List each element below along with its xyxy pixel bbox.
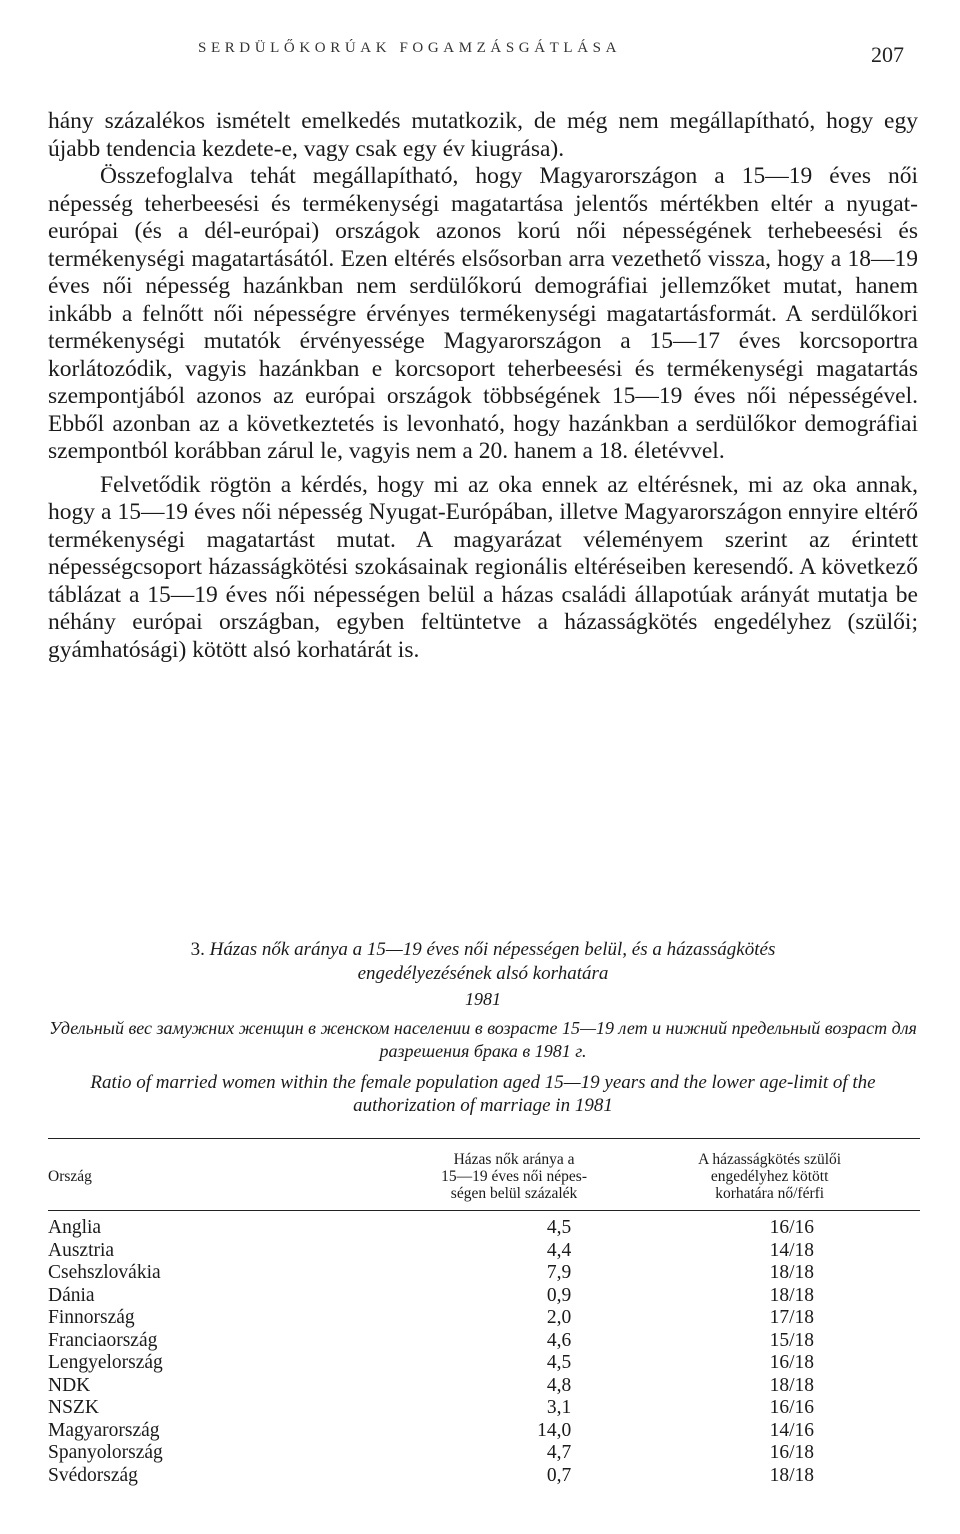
cell-country: Ausztria: [48, 1239, 115, 1261]
cell-age-limit: 14/18: [769, 1239, 814, 1261]
table-row: [48, 1240, 920, 1263]
table-row: [48, 1285, 920, 1308]
cell-country: NDK: [48, 1374, 91, 1396]
cell-age-limit: 16/16: [769, 1397, 814, 1418]
caption-hungarian: [48, 938, 918, 986]
paragraph: Összefoglalva tehát megállapítható, hogy Magyarországon a 15—19 éves női népesség teherbeesési és termékenységi magatartása jelentős mértékben eltér a nyugat-európai (és a dél-európai) országok azonos korú női népességének terhebeesési és termékenységi magatartásától. Ezen eltérés elsősorban arra vezethető vissza, hogy a 18—19 éves női népesség hazánkban nem serdülőkorú demográfiai jellemzőket mutat, hanem inkább a felnőtt női népességre érvényes termékenységi magatartásformát. A serdülőkori termékenységi mutatók érvényessége Magyarországon a 15—17 éves korcsoportra korlátozódik, vagyis hazánkban e korcsoport teherbeesési és termékenységi magatartás szempontjából azonos az európai országok többségének 15—19 éves női népességével. Ebből azonban az a következtetés is levonható, hogy hazánkban a serdülőkor demográfiai szempontból korábban zárul le, vagyis nem a 20. hanem a 18. életévvel.: [48, 163, 918, 464]
cell-ratio: 4,4: [546, 1239, 572, 1261]
cell-age-limit: 18/18: [769, 1284, 814, 1306]
table-header-row: [48, 1139, 920, 1211]
cell-ratio: 7,9: [546, 1262, 572, 1283]
column-header-age-line1: A házasságkötés szülői: [698, 1151, 842, 1168]
table-row: [48, 1211, 920, 1240]
cell-country: Spanyolország: [48, 1442, 163, 1463]
table-row: [48, 1352, 920, 1375]
column-header-age-limit: [619, 1139, 920, 1211]
table-row: [48, 1465, 920, 1488]
cell-country: Lengyelország: [48, 1352, 163, 1373]
column-header-ratio: [409, 1139, 619, 1211]
cell-age-limit: 16/16: [769, 1217, 814, 1238]
column-header-ratio-line2: 15—19 éves női népes-: [441, 1168, 588, 1185]
body-text: [48, 108, 918, 664]
table-row: [48, 1307, 920, 1330]
cell-country: Csehszlovákia: [48, 1262, 161, 1283]
column-header-age-line3: korhatára nő/férfi: [715, 1185, 825, 1202]
table-row: [48, 1442, 920, 1465]
running-title: SERDÜLŐKORÚAK FOGAMZÁSGÁTLÁSA: [198, 40, 621, 56]
paragraph: Felvetődik rögtön a kérdés, hogy mi az oka ennek az eltérésnek, mi az oka annak, hogy a 15—19 éves női népesség Nyugat-Európában, illetve Magyarországon ennyire eltérő termékenységi magatartást mutat. A magyarázat véleményem szerint az érintett népességcsoport házasságkötési szokásainak regionális eltéréseiben keresendő. A következő táblázat a 15—19 éves női népességen belül a házas családi állapotúak arányát mutatja be néhány európai országban, egyben feltüntetve a házasságkötés engedélyhez (szülői; gyámhatósági) kötött alsó korhatárát is.: [48, 471, 918, 663]
cell-age-limit: 16/18: [769, 1352, 814, 1373]
cell-ratio: 0,9: [546, 1284, 572, 1306]
column-header-country: Ország: [48, 1139, 409, 1211]
cell-ratio: 4,7: [546, 1442, 572, 1463]
cell-country: Dánia: [48, 1284, 95, 1306]
table-row: [48, 1375, 920, 1398]
column-header-ratio-line3: ségen belül százalék: [450, 1185, 578, 1202]
data-table: [48, 1138, 920, 1487]
table-number: 3.: [190, 939, 205, 960]
cell-country: Svédország: [48, 1464, 138, 1486]
table-row: [48, 1420, 920, 1443]
cell-country: Magyarország: [48, 1419, 160, 1441]
table-row: [48, 1330, 920, 1353]
table-row: [48, 1262, 920, 1285]
cell-ratio: 4,8: [546, 1374, 572, 1396]
column-header-age-line2: engedélyhez kötött: [710, 1168, 829, 1185]
page-header: [0, 36, 960, 76]
cell-age-limit: 18/18: [769, 1262, 814, 1283]
cell-country: Franciaország: [48, 1329, 158, 1351]
caption-year: 1981: [465, 989, 501, 1009]
caption-hungarian-line2: engedélyezésének alsó korhatára: [357, 963, 609, 984]
cell-country: NSZK: [48, 1397, 99, 1418]
paragraph: hány százalékos ismételt emelkedés mutatkozik, de még nem megállapítható, hogy egy újabb tendencia kezdete-e, vagy csak egy év kiugrása).: [48, 108, 918, 162]
table-caption: [48, 938, 918, 1117]
cell-country: Anglia: [48, 1217, 102, 1238]
cell-age-limit: 18/18: [769, 1464, 814, 1486]
caption-russian: Удельный вес замужних женщин в женском населении в возрасте 15—19 лет и нижний предельный возраст для разрешения брака в 1981 г.: [49, 1018, 917, 1061]
cell-ratio: 14,0: [537, 1419, 572, 1441]
cell-ratio: 4,5: [546, 1217, 572, 1238]
cell-age-limit: 17/18: [769, 1307, 814, 1328]
cell-age-limit: 18/18: [769, 1374, 814, 1396]
column-header-ratio-line1: Házas nők aránya a: [453, 1151, 575, 1168]
table-row: [48, 1397, 920, 1420]
cell-age-limit: 14/16: [769, 1419, 814, 1441]
cell-ratio: 2,0: [546, 1307, 572, 1328]
cell-ratio: 4,6: [546, 1329, 572, 1351]
caption-english: Ratio of married women within the female population aged 15—19 years and the lower age-limit of the authorization of marriage in 1981: [90, 1072, 876, 1116]
cell-ratio: 0,7: [546, 1464, 572, 1486]
caption-hungarian-line1: Házas nők aránya a 15—19 éves női népességen belül, és a házasságkötés: [209, 939, 776, 960]
cell-country: Finnország: [48, 1307, 135, 1328]
cell-ratio: 4,5: [546, 1352, 572, 1373]
page-number: 207: [871, 42, 904, 67]
cell-age-limit: 16/18: [769, 1442, 814, 1463]
cell-ratio: 3,1: [546, 1397, 572, 1418]
cell-age-limit: 15/18: [769, 1329, 814, 1351]
